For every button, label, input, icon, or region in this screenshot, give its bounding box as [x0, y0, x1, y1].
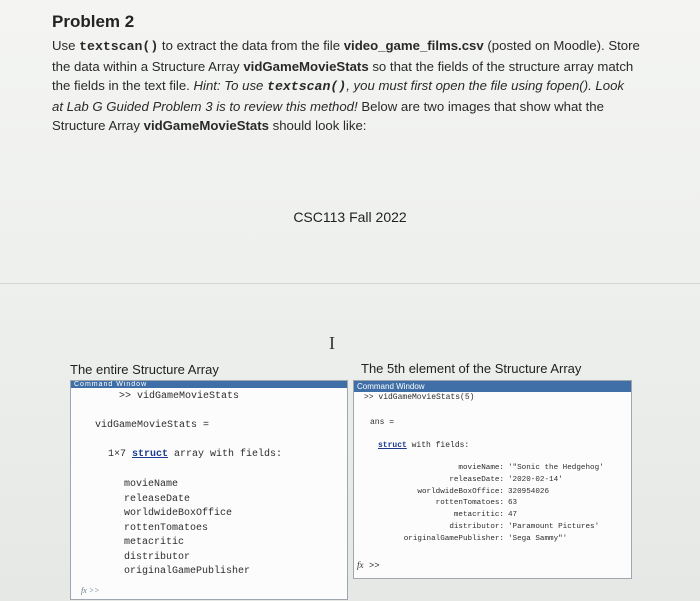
- right-ans: ans =: [370, 418, 395, 427]
- struct-field-name: rottenTomatoes: [124, 522, 209, 534]
- page-divider: [0, 283, 700, 284]
- struct-field-value: 63: [508, 499, 518, 508]
- struct-field-name: metacritic:: [453, 511, 504, 520]
- struct-field-name: worldwideBoxOffice:: [417, 487, 504, 496]
- struct-field-value: 47: [508, 511, 518, 520]
- statement-line-5: Structure Array vidGameMovieStats should look like:: [52, 118, 367, 134]
- struct-field-name: releaseDate:: [449, 475, 504, 484]
- struct-field-name: distributor: [124, 551, 191, 563]
- struct-var-name: vidGameMovieStats: [243, 58, 369, 74]
- struct-keyword: struct: [132, 449, 169, 460]
- text-cursor-icon: I: [329, 333, 335, 353]
- struct-field-name: rottenTomatoes:: [435, 499, 504, 508]
- problem-title: Problem 2: [52, 12, 135, 31]
- left-fx-prompt: fx >>: [81, 586, 100, 595]
- struct-field-name: worldwideBoxOffice: [124, 508, 233, 519]
- textscan-code-hint: textscan(): [267, 79, 347, 95]
- left-window-header: Command Window: [71, 381, 347, 388]
- statement-line-4: at Lab G Guided Problem 3 is to review this method! Below are two images that show what the: [52, 98, 604, 114]
- struct-field-value: '2020-02-14': [508, 475, 563, 484]
- struct-var-name-2: vidGameMovieStats: [143, 118, 269, 134]
- struct-field-name: movieName: [124, 479, 179, 490]
- struct-field-name: distributor:: [449, 523, 504, 531]
- struct-field-value: 'Paramount Pictures': [508, 523, 600, 531]
- struct-field-name: originalGamePublisher: [124, 566, 251, 577]
- right-struct-line: struct with fields:: [378, 441, 470, 450]
- struct-field-name: metacritic: [124, 537, 185, 548]
- course-label: CSC113 Fall 2022: [293, 209, 407, 225]
- left-command-window: [70, 380, 348, 600]
- csv-filename: video_game_films.csv: [343, 38, 484, 53]
- textscan-code: textscan(): [79, 39, 159, 54]
- left-assign: vidGameMovieStats =: [95, 420, 210, 431]
- right-prompt: >> vidGameMovieStats(5): [364, 393, 475, 402]
- left-figure-caption: The entire Structure Array: [70, 362, 219, 377]
- right-window-header: Command Window: [354, 381, 631, 392]
- statement-line-1: Use textscan() to extract the data from the file video_game_films.csv (posted on Moodle). Store: [52, 38, 640, 54]
- struct-keyword-right: struct: [378, 441, 407, 450]
- right-command-window: [353, 380, 632, 579]
- struct-field-name: releaseDate: [124, 493, 191, 505]
- statement-line-3: the fields in the text file. Hint: To use textscan(), you must first open the file using fopen(). Look: [52, 78, 625, 95]
- right-footer: fx >>: [357, 560, 380, 571]
- left-summary: 1×7 struct array with fields:: [108, 449, 283, 460]
- struct-field-value: 320954026: [508, 487, 550, 496]
- fx-icon: fx: [357, 560, 364, 570]
- struct-field-value: '"Sonic the Hedgehog': [508, 464, 604, 472]
- struct-field-value: 'Sega Sammy"': [508, 534, 568, 543]
- left-prompt: >> vidGameMovieStats: [119, 391, 240, 402]
- struct-field-name: movieName:: [458, 464, 504, 472]
- right-figure-caption: The 5th element of the Structure Array: [361, 361, 582, 376]
- problem-statement: [52, 36, 642, 136]
- statement-line-2: the data within a Structure Array vidGameMovieStats so that the fields of the structure array match: [52, 58, 634, 74]
- struct-field-name: originalGamePublisher:: [403, 534, 504, 543]
